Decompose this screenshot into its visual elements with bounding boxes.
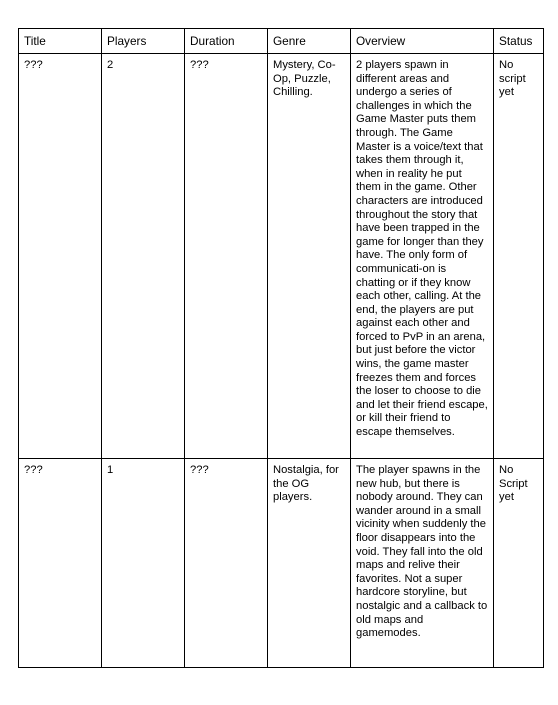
cell-overview: 2 players spawn in different areas and undergo a series of challenges in which the Game Master puts them through. The Game Master is a voice/text that takes them through it, when in reality he put them in the game. Other characters are introduced throughout the story that have been trapped in the game for longer than they have. The only form of communicati-on is chatting or if they know each other, calling. At the end, the players are put against each other and forced to PvP in an arena, but just before the victor wins, the game master freezes them and forces the loser to choose to die and let their friend escape, or kill their friend to escape themselves. bbox=[351, 54, 494, 459]
cell-duration: ??? bbox=[185, 54, 268, 459]
cell-status: No script yet bbox=[494, 54, 544, 459]
cell-players: 1 bbox=[102, 459, 185, 668]
table-row bbox=[19, 54, 544, 459]
header-overview: Overview bbox=[351, 29, 494, 54]
story-ideas-table bbox=[18, 28, 544, 668]
cell-title: ??? bbox=[19, 54, 102, 459]
cell-duration: ??? bbox=[185, 459, 268, 668]
table-header-row bbox=[19, 29, 544, 54]
header-title: Title bbox=[19, 29, 102, 54]
cell-genre: Mystery, Co-Op, Puzzle, Chilling. bbox=[268, 54, 351, 459]
cell-players: 2 bbox=[102, 54, 185, 459]
cell-title: ??? bbox=[19, 459, 102, 668]
cell-genre: Nostalgia, for the OG players. bbox=[268, 459, 351, 668]
header-duration: Duration bbox=[185, 29, 268, 54]
header-players: Players bbox=[102, 29, 185, 54]
header-status: Status bbox=[494, 29, 544, 54]
cell-overview: The player spawns in the new hub, but there is nobody around. They can wander around in a small vicinity when suddenly the floor disappears into the void. They fall into the old maps and relive their favorites. Not a super hardcore storyline, but nostalgic and a callback to old maps and gamemodes. bbox=[351, 459, 494, 668]
header-genre: Genre bbox=[268, 29, 351, 54]
cell-status: No Script yet bbox=[494, 459, 544, 668]
table-row bbox=[19, 459, 544, 668]
